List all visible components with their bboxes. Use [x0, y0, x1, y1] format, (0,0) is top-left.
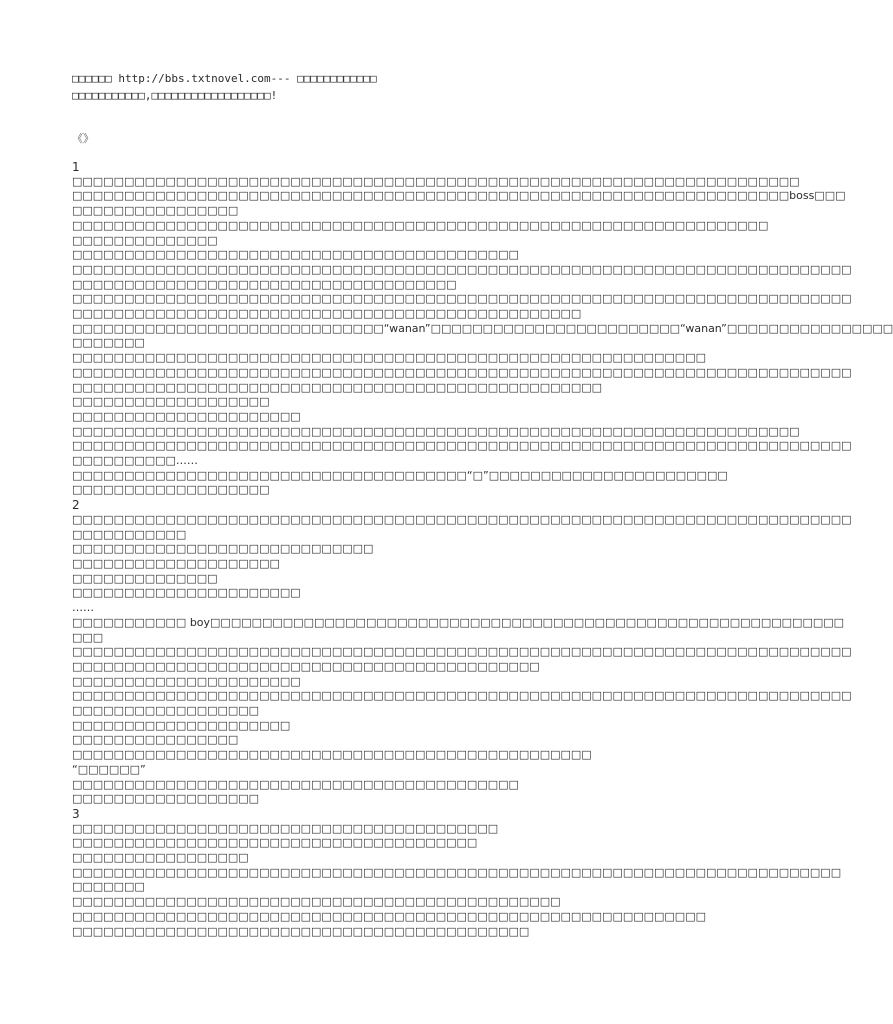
text-line: □□□□□□□□□□□□□□□□□□□□□□□□□□□□□□□□□□□□□□□□□□□□□□□ — [72, 895, 561, 909]
text-line: □□□□□□□□□□□□□□□□□□□□□□□□□□□□□□□□□□□□□□□□□□□□ — [72, 924, 530, 938]
text-line: □□□□□□□ — [72, 880, 145, 894]
header-source-line: □□□□□□ http://bbs.txtnovel.com--- □□□□□□□□□□□□ — [72, 72, 377, 85]
text-line: □□□□□□□□□□□□□□□□□□□□ — [72, 556, 280, 570]
text-line: □□□□□□□□□□□ boy□□□□□□□□□□□□□□□□□□□□□□□□□□□□□□□□□□□□□□□□□□□□□□□□□□□□□□□□□□□□□ — [72, 615, 845, 629]
text-line: □□□□□□□□□□□□□□□□□□□□□□□□□□□□□□□□□□□□□□□□□□□□□□□□□□□ — [72, 380, 603, 394]
text-line: □□□□□□□□□□□□□□□□□□□□□□□□□□□□□□□□□□□□□□□□□□□□□□□□□□□□□□□□□□□□□□□□□□□ — [72, 218, 769, 232]
text-line: □□□□□□□□□□□□□□□□□□□□□□□□□□□□□□□□□□□□□□□□□□□ — [72, 248, 519, 262]
book-title: 《》 — [72, 132, 94, 145]
text-line: □□□□□□□□□□□□□□□□□□□□□□ — [72, 586, 301, 600]
text-line: □□□□□□□□□□□□□□□□□□□□□□□□□□□□□□□□□□□□□□□□□□□□□□□□□ — [72, 307, 582, 321]
text-line: □□□□□□□□□□□ — [72, 527, 187, 541]
text-line: □□□ — [72, 630, 104, 644]
text-line: □□□□□□□□□□□□□□□□ — [72, 733, 239, 747]
text-line: □□□□□□□□□□□□□□□□□□□□□□□□□□□□□□□□□□□□□□□□□□□□□□□□□□□□□□□□□□□□□□□□□□□□□□ — [72, 174, 800, 188]
text-line: □□□□□□□□□□□□□□□□□□□□□□□□□□□□□□□□□□□□□□□□□□□□□□□□□□□□□□□□□□□□□□□□□□□□□□□□□□□ — [72, 512, 852, 526]
text-line: □□□□□□□□□□□□□□□□□□□□□□□□□□□□□□□□□□□□□□□□□□□□□□□□□□□□□□□□□□□□□□□□□□□□□□□□□□□ — [72, 262, 852, 276]
text-line: □□□□□□□□□□□□□□□□□□□□□□□□□□□□□□□□□□□□□□□□□□□□□□□□□□□□□□□□□□□□□□□□□□□□□□□□□□ — [72, 865, 842, 879]
chapter-number: 3 — [72, 806, 80, 821]
text-line: □□□□□□□□□□□□□□□□□□□□□□□□□□□□□□□□□□□□□□□□□□□□□□□□□□□□□□□□□□□□□□□□□□□□□boss□□□ — [72, 189, 846, 203]
text-line: □□□□□□□□□□□□□□□□□□□ — [72, 483, 270, 497]
document-page — [72, 70, 893, 939]
text-line: □□□□□□□□□□□□□□□□□□□□□□□□□□□□□□□□□□□□□□□□□□□□□□□□□□□□□□□□□□□□□ — [72, 909, 706, 923]
text-line: □□□□□□□□□□□□□□□□□ — [72, 851, 249, 865]
text-line: □□□□□□□□□□□□□□□□□□□□□□□□□□□□□ — [72, 542, 374, 556]
chapter-number: 1 — [72, 160, 80, 174]
header-notice-line: □□□□□□□□□□□,□□□□□□□□□□□□□□□□□□! — [72, 89, 278, 102]
body-text — [72, 160, 893, 939]
text-line: □□□□□□□□□□□□□□ — [72, 233, 218, 247]
text-line: □□□□□□□□□□□□□□□□ — [72, 204, 239, 218]
text-line: □□□□□□□□□□□□□□□□□□□□□□ — [72, 674, 301, 688]
text-line: □□□□□□□□□□□□□□□□□□□ — [72, 395, 270, 409]
text-line: □□□□□□□□□□□□□□□□□□□□□ — [72, 718, 291, 732]
text-line: □□□□□□□□□□□□□□□□□□ — [72, 792, 260, 806]
text-line: □□□□□□□ — [72, 336, 145, 350]
text-line: □□□□□□□□□□□□□□□□□□□□□□□□□□□□□□□□□□□□□□□ — [72, 836, 478, 850]
text-line: □□□□□□□□□□□□□□□□□□□□□□□□□□□□□□□□□□□□□□□□□□□□□□□□□□ — [72, 748, 592, 762]
text-line: □□□□□□□□□□□□□□□□□□□□□□□□□□□□□□□□□□□□□□□□□□□□□□□□□□□□□□□□□□□□□□□□□□□□□□□□□□□ — [72, 292, 852, 306]
text-line: □□□□□□□□□□□□□□□□□□□□□□□□□□□□□□“wanan”□□□□□□□□□□□□□□□□□□□□□□□□“wanan”□□□□□□□□□□□□□□□□ — [72, 321, 893, 335]
chapter-number: 2 — [72, 498, 80, 513]
text-line: □□□□□□□□□□□□□□□□□□□□□□□□□□□□□□□□□□□□□□□□□□□□□□□□□□□□□□□□□□□□□□□□□□□□□□ — [72, 424, 800, 438]
text-line: □□□□□□□□□□□□□□□□□□□□□□□□□□□□□□□□□□□□□□□□□□□□□□□□□□□□□□□□□□□□□□□□□□□□□□□□□□□ — [72, 365, 852, 379]
text-line: □□□□□□□□□□□□□□□□□□□□□□□□□□□□□□□□□□□□□□□□□□□□□ — [72, 659, 540, 673]
text-line: □□□□□□□□□□□□□□□□□□□□□□□□□□□□□□□□□□□□□□□□□□□□□□□□□□□□□□□□□□□□□□□□□□□□□□□□□□□ — [72, 689, 852, 703]
text-line: □□□□□□□□□□□□□□□□□□□□□□□□□□□□□□□□□□□□□□“□”□□□□□□□□□□□□□□□□□□□□□□□ — [72, 468, 728, 482]
text-line: □□□□□□□□□□□□□□□□□□□□□□□□□□□□□□□□□□□□□□□□□ — [72, 821, 499, 835]
text-line: □□□□□□□□□□□□□□□□□□□□□□ — [72, 409, 301, 423]
text-line: □□□□□□□□□□□□□□□□□□□□□□□□□□□□□□□□□□□□□□□□□□□□□□□□□□□□□□□□□□□□□□□□□□□□□□□□□□□ — [72, 439, 852, 453]
text-line: □□□□□□□□□□□□□□ — [72, 571, 218, 585]
text-line: □□□□□□□□□□…… — [72, 454, 198, 468]
text-line: □□□□□□□□□□□□□□□□□□□□□□□□□□□□□□□□□□□□□□□□□□□ — [72, 777, 519, 791]
text-line: □□□□□□□□□□□□□□□□□□□□□□□□□□□□□□□□□□□□□□□□□□□□□□□□□□□□□□□□□□□□□□□□□□□□□□□□□□□ — [72, 645, 852, 659]
text-line: □□□□□□□□□□□□□□□□□□ — [72, 704, 260, 718]
text-line: □□□□□□□□□□□□□□□□□□□□□□□□□□□□□□□□□□□□□ — [72, 277, 457, 291]
text-line: □□□□□□□□□□□□□□□□□□□□□□□□□□□□□□□□□□□□□□□□□□□□□□□□□□□□□□□□□□□□□ — [72, 351, 706, 365]
text-line: “□□□□□□” — [72, 762, 146, 776]
document-header — [72, 70, 712, 104]
text-line: …… — [72, 601, 94, 615]
